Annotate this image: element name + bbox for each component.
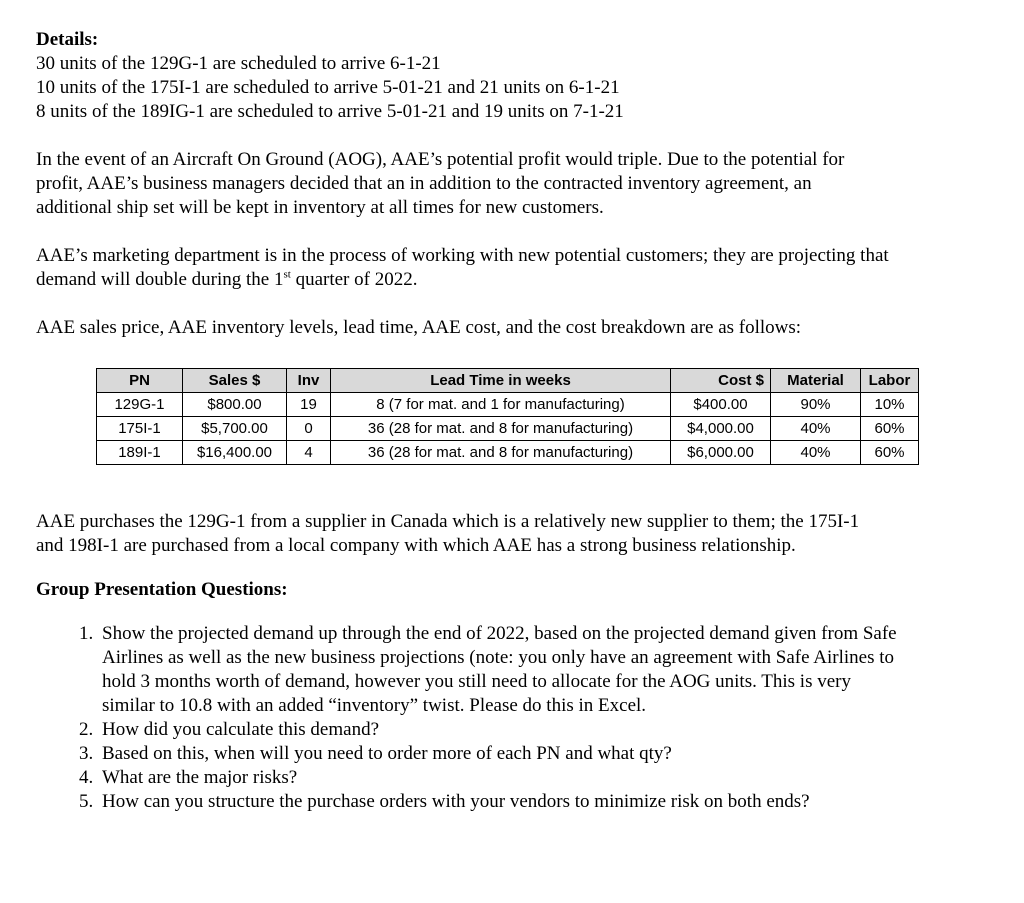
- question-line: 5. How can you structure the purchase orders with your vendors to minimize risk on both ends?: [102, 791, 810, 812]
- table-row: [97, 417, 919, 441]
- col-header-inv: Inv: [287, 369, 331, 393]
- question-line: 3. Based on this, when will you need to order more of each PN and what qty?: [102, 743, 672, 764]
- question-line: similar to 10.8 with an added “inventory” twist. Please do this in Excel.: [102, 695, 647, 716]
- after-table-section: [36, 510, 996, 814]
- cell-inv: 19: [287, 393, 331, 417]
- cell-pn: 129G-1: [97, 393, 183, 417]
- cell-sales: $16,400.00: [183, 441, 287, 465]
- col-header-material: Material: [771, 369, 861, 393]
- question-item: [98, 742, 996, 766]
- cell-inv: 4: [287, 441, 331, 465]
- cell-pn: 189I-1: [97, 441, 183, 465]
- col-header-cost: Cost $: [671, 369, 771, 393]
- table-row: [97, 393, 919, 417]
- marketing-text: demand will double during the 1: [36, 269, 284, 290]
- marketing-text: quarter of 2022.: [290, 269, 418, 290]
- cell-labor: 60%: [861, 417, 919, 441]
- details-line: 10 units of the 175I-1 are scheduled to arrive 5-01-21 and 21 units on 6-1-21: [36, 77, 620, 98]
- aog-line: additional ship set will be kept in inventory at all times for new customers.: [36, 197, 604, 218]
- col-header-labor: Labor: [861, 369, 919, 393]
- cell-pn: 175I-1: [97, 417, 183, 441]
- col-header-sales: Sales $: [183, 369, 287, 393]
- supplier-paragraph: [36, 510, 996, 558]
- cell-sales: $800.00: [183, 393, 287, 417]
- table-header-row: [97, 369, 919, 393]
- question-line: Airlines as well as the new business projections (note: you only have an agreement with Safe Airlines to: [102, 647, 895, 668]
- parts-table: [96, 368, 919, 465]
- cell-cost: $4,000.00: [671, 417, 771, 441]
- cell-material: 90%: [771, 393, 861, 417]
- questions-heading: Group Presentation Questions:: [36, 579, 288, 600]
- question-line: hold 3 months worth of demand, however you still need to allocate for the AOG units. This is very: [102, 671, 851, 692]
- col-header-lead-time: Lead Time in weeks: [331, 369, 671, 393]
- marketing-paragraph: [36, 244, 996, 292]
- cell-labor: 10%: [861, 393, 919, 417]
- col-header-pn: PN: [97, 369, 183, 393]
- question-line: 1. Show the projected demand up through the end of 2022, based on the projected demand given from Safe: [102, 623, 897, 644]
- aog-line: profit, AAE’s business managers decided that an in addition to the contracted inventory agreement, an: [36, 173, 812, 194]
- cell-lead-time: 8 (7 for mat. and 1 for manufacturing): [331, 393, 671, 417]
- supplier-line: and 198I-1 are purchased from a local company with which AAE has a strong business relationship.: [36, 535, 796, 556]
- cell-inv: 0: [287, 417, 331, 441]
- details-line: 8 units of the 189IG-1 are scheduled to arrive 5-01-21 and 19 units on 7-1-21: [36, 101, 624, 122]
- cell-lead-time: 36 (28 for mat. and 8 for manufacturing): [331, 417, 671, 441]
- details-line: 30 units of the 129G-1 are scheduled to arrive 6-1-21: [36, 53, 441, 74]
- question-item: [98, 622, 996, 718]
- cell-labor: 60%: [861, 441, 919, 465]
- ordinal-superscript: st: [283, 268, 291, 281]
- question-line: 2. How did you calculate this demand?: [102, 719, 380, 740]
- details-lines: [36, 52, 996, 124]
- cell-cost: $6,000.00: [671, 441, 771, 465]
- table-row: [97, 441, 919, 465]
- question-item: [98, 766, 996, 790]
- question-line: 4. What are the major risks?: [102, 767, 298, 788]
- aog-paragraph: [36, 148, 996, 220]
- marketing-line: [36, 268, 996, 292]
- cell-lead-time: 36 (28 for mat. and 8 for manufacturing): [331, 441, 671, 465]
- cell-sales: $5,700.00: [183, 417, 287, 441]
- cell-cost: $400.00: [671, 393, 771, 417]
- details-heading: Details:: [36, 29, 99, 50]
- cell-material: 40%: [771, 417, 861, 441]
- document-body: [36, 28, 996, 340]
- table-intro: AAE sales price, AAE inventory levels, lead time, AAE cost, and the cost breakdown are as follows:: [36, 317, 802, 338]
- questions-list: [36, 622, 996, 814]
- aog-line: In the event of an Aircraft On Ground (AOG), AAE’s potential profit would triple. Due to the potential for: [36, 149, 845, 170]
- question-item: [98, 790, 996, 814]
- marketing-line: AAE’s marketing department is in the process of working with new potential customers; they are projecting that: [36, 245, 889, 266]
- supplier-line: AAE purchases the 129G-1 from a supplier in Canada which is a relatively new supplier to them; the 175I-1: [36, 511, 860, 532]
- cell-material: 40%: [771, 441, 861, 465]
- question-item: [98, 718, 996, 742]
